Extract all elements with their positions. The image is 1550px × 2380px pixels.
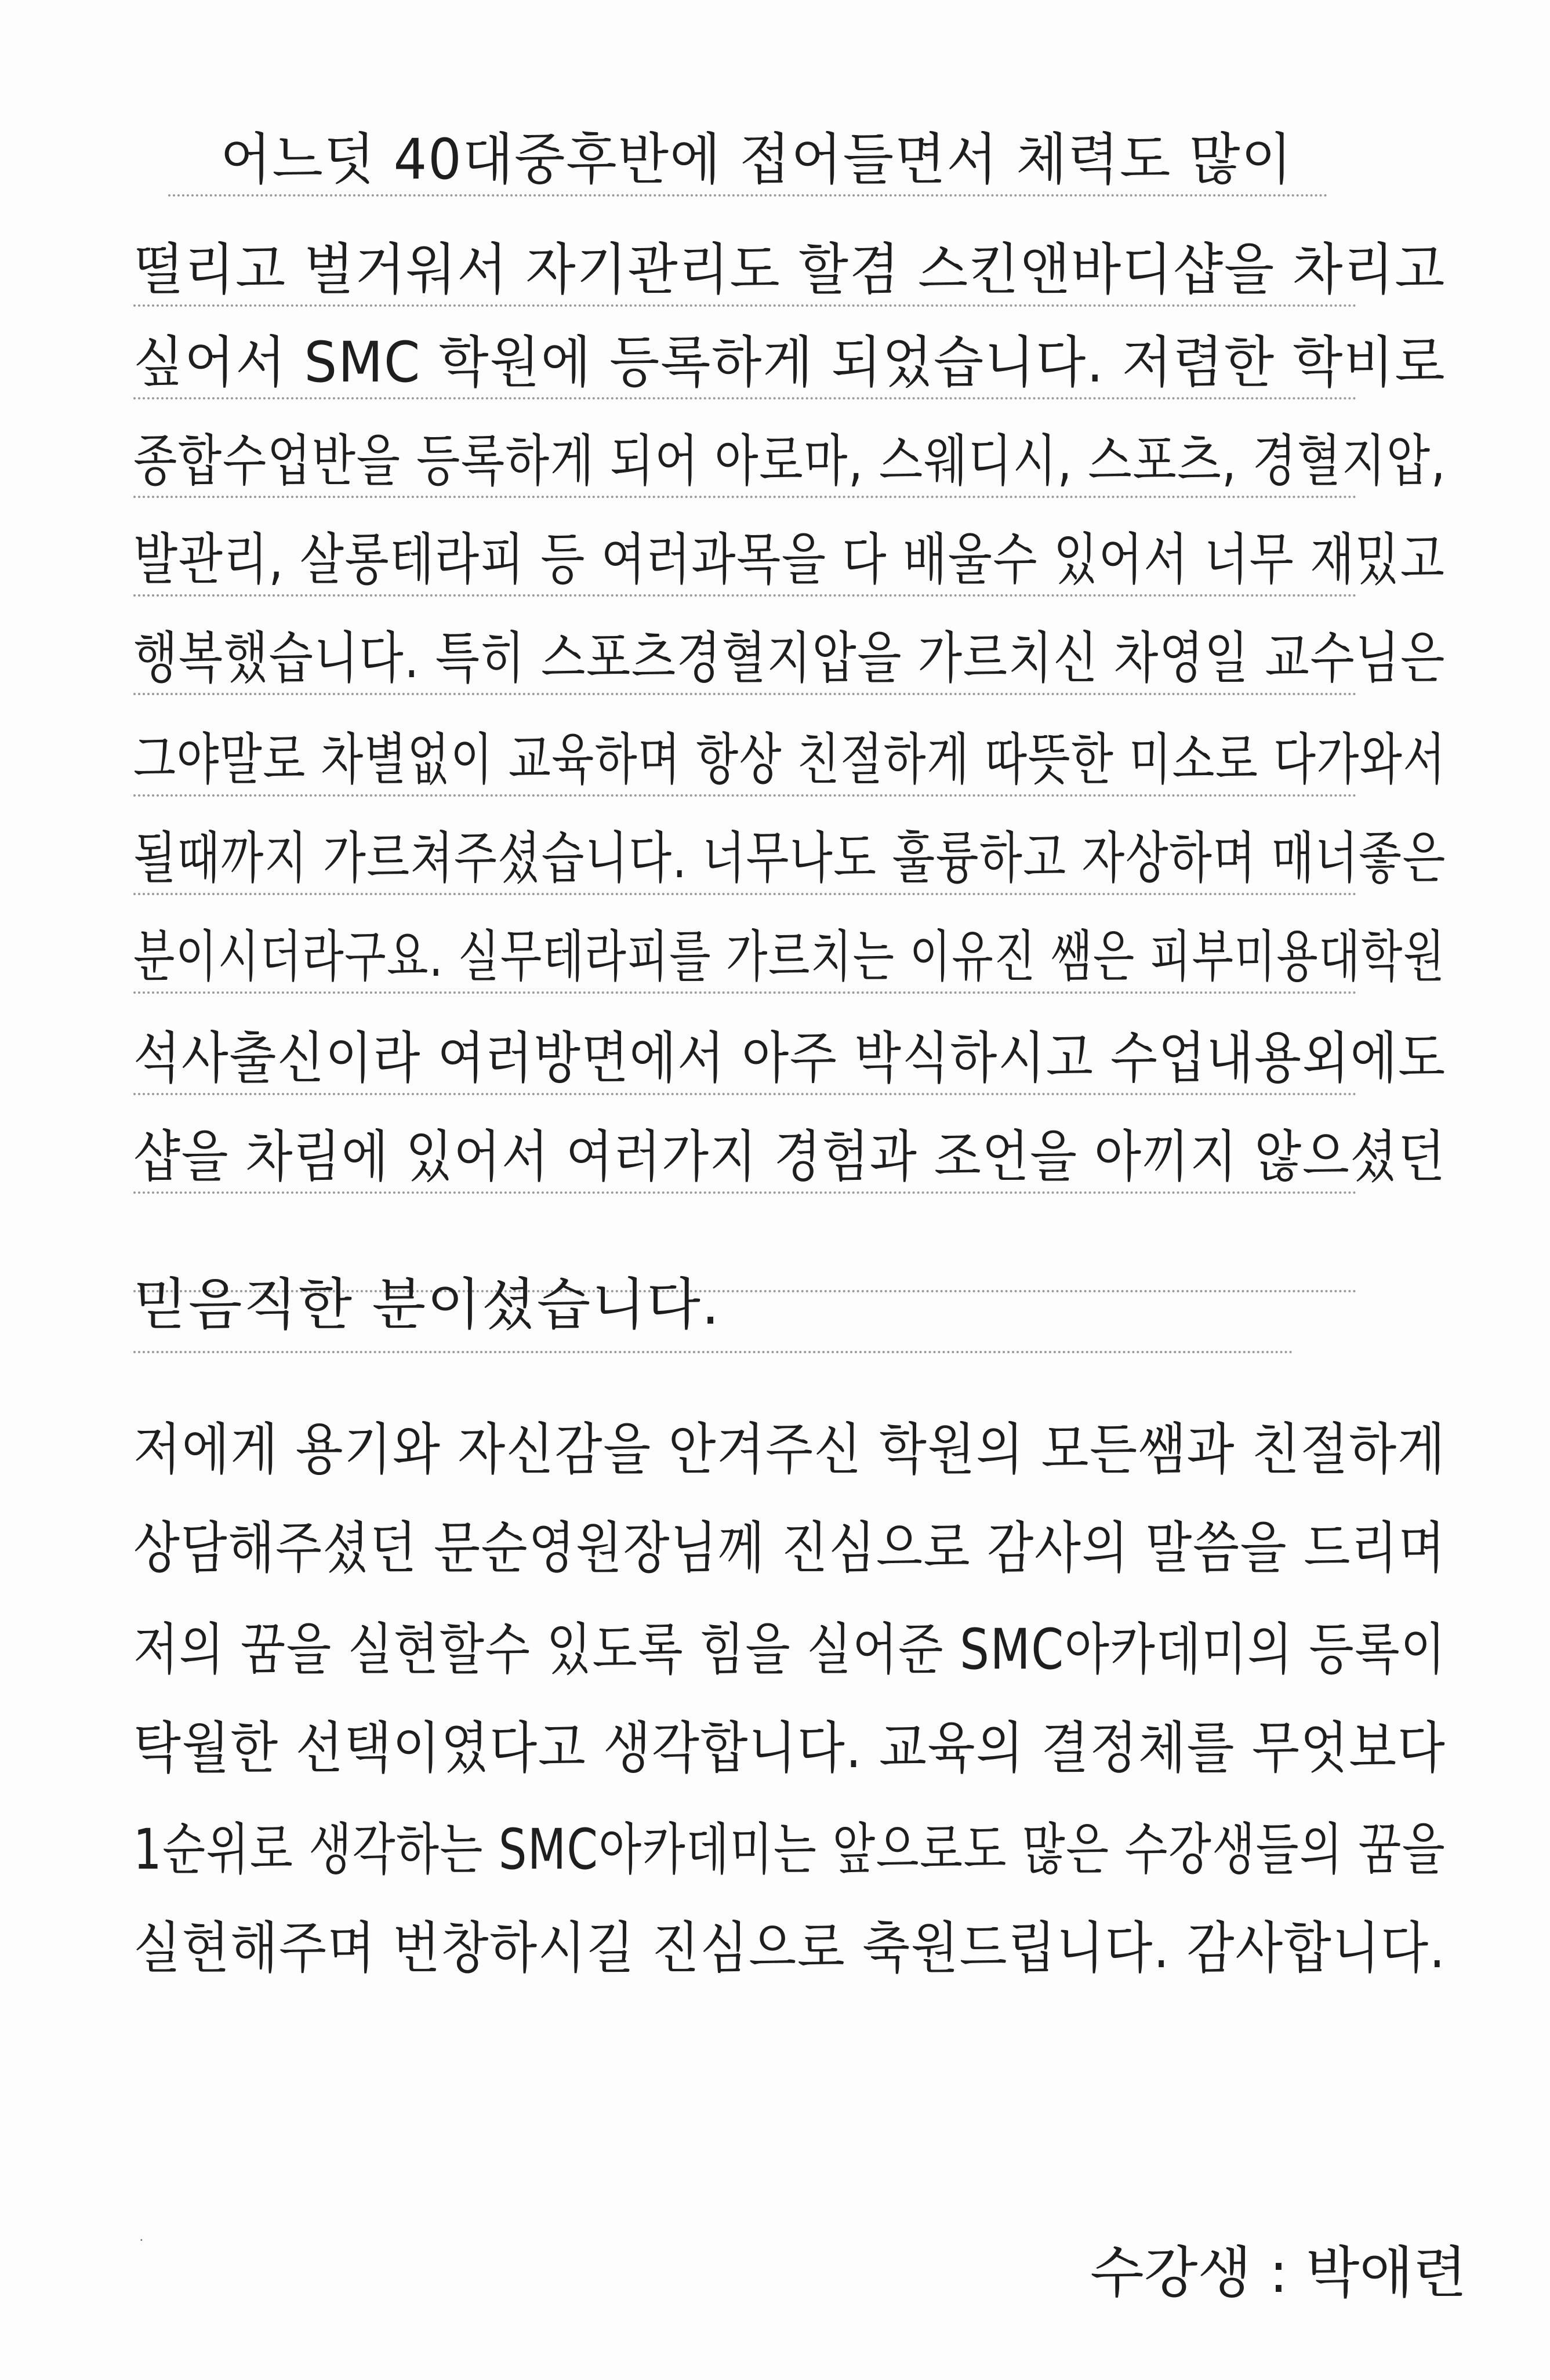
ruled-line — [133, 693, 1357, 695]
letter-line: 어느덧 40대중후반에 접어들면서 체력도 많이 — [220, 127, 1293, 192]
ruled-line — [133, 594, 1357, 597]
letter-line: 분이시더라구요. 실무테라피를 가르치는 이유진 쌤은 피부미용대학원 — [133, 924, 1446, 989]
letter-line: 믿음직한 분이셨습니다. — [133, 1272, 721, 1337]
ruled-line — [168, 194, 1328, 197]
ruled-line — [133, 1191, 1357, 1194]
letter-line: 발관리, 살롱테라피 등 여러과목을 다 배울수 있어서 너무 재밌고 — [133, 527, 1446, 592]
letter-line: 떨리고 벌거워서 자기관리도 할겸 스킨앤바디샵을 차리고 — [133, 237, 1446, 302]
paper-speck: · — [139, 2232, 144, 2248]
signature: 수강생 : 박애련 — [1090, 2240, 1467, 2305]
letter-line: 저의 꿈을 실현할수 있도록 힘을 실어준 SMC아카데미의 등록이 — [133, 1617, 1447, 1682]
letter-line: 상담해주셨던 문순영원장님께 진심으로 감사의 말씀을 드리며 — [133, 1516, 1446, 1580]
letter-line: 될때까지 가르쳐주셨습니다. 너무나도 훌륭하고 자상하며 매너좋은 — [133, 826, 1446, 891]
ruled-line — [133, 1093, 1357, 1095]
letter-line: 그야말로 차별없이 교육하며 항상 친절하게 따뜻한 미소로 다가와서 — [133, 727, 1446, 792]
letter-line: 저에게 용기와 자신감을 안겨주신 학원의 모든쌤과 친절하게 — [133, 1417, 1446, 1482]
ruled-line — [133, 304, 1357, 307]
letter-line: 샵을 차림에 있어서 여러가지 경험과 조언을 아끼지 않으셨던 — [133, 1124, 1446, 1189]
ruled-line — [133, 397, 1357, 399]
ruled-line — [133, 991, 1357, 994]
letter-line: 탁월한 선택이였다고 생각합니다. 교육의 결정체를 무엇보다 — [133, 1716, 1446, 1781]
letter-line: 싶어서 SMC 학원에 등록하게 되었습니다. 저렴한 학비로 — [133, 330, 1446, 395]
ruled-line — [133, 496, 1357, 498]
letter-line: 행복했습니다. 특히 스포츠경혈지압을 가르치신 차영일 교수님은 — [133, 626, 1446, 691]
letter-line: 1순위로 생각하는 SMC아카데미는 앞으로도 많은 수강생들의 꿈을 — [133, 1817, 1446, 1882]
ruled-line — [133, 1351, 1293, 1353]
ruled-line — [133, 794, 1357, 797]
letter-line: 실현해주며 번창하시길 진심으로 축원드립니다. 감사합니다. — [133, 1916, 1446, 1981]
letter-line: 석사출신이라 여러방면에서 아주 박식하시고 수업내용외에도 — [133, 1026, 1446, 1091]
letter-line: 종합수업반을 등록하게 되어 아로마, 스웨디시, 스포츠, 경혈지압, — [133, 428, 1447, 493]
ruled-line — [133, 893, 1357, 895]
